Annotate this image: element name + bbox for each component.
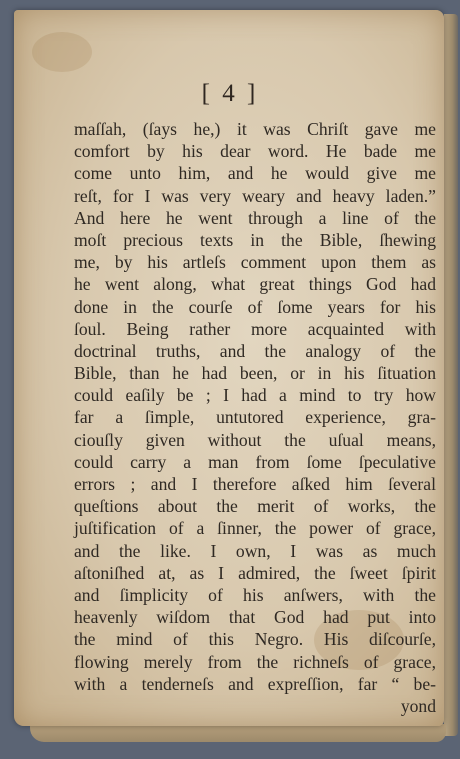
text-line: queſtions about the merit of works, the xyxy=(74,496,436,517)
text-line: doctrinal truths, and the analogy of the xyxy=(74,340,436,361)
text-line: maſſah, (ſays he,) it was Chriſt gave me xyxy=(74,119,436,139)
text-line: with a tenderneſs and expreſſion, far “ be- xyxy=(74,673,436,694)
page-number: [ 4 ] xyxy=(201,80,259,107)
text-line: far a ſimple, untutored experience, gra- xyxy=(74,407,436,428)
text-line: errors ; and I therefore aſked him ſeveral xyxy=(74,474,436,494)
text-line: me, by his artleſs comment upon them as xyxy=(74,252,436,273)
text-line: could eaſily be ; I had a mind to try how xyxy=(74,385,436,406)
page-edge xyxy=(444,14,458,736)
text-line: heavenly wiſdom that God had put into xyxy=(74,607,436,628)
text-line: ſoul. Being rather more acquainted with xyxy=(74,318,436,339)
text-line: And here he went through a line of the xyxy=(74,207,436,228)
text-line: the mind of this Negro. His diſcourſe, xyxy=(74,629,436,650)
text-line: Bible, than he had been, or in his ſituation xyxy=(74,363,436,384)
text-line: comfort by his dear word. He bade me xyxy=(74,141,436,162)
text-line: flowing merely from the richneſs of grace, xyxy=(74,651,436,672)
text-line: could carry a man from ſome ſpeculative xyxy=(74,451,436,472)
paper-stain xyxy=(32,32,92,72)
text-line: juſtification of a ſinner, the power of grace, xyxy=(74,518,436,539)
text-line: done in the courſe of ſome years for his xyxy=(74,296,436,317)
text-line: aſtoniſhed at, as I admired, the ſweet ſpirit xyxy=(74,562,436,583)
page-bottom-edge xyxy=(30,724,446,742)
text-line: he went along, what great things God had xyxy=(74,274,436,295)
text-line: reſt, for I was very weary and heavy laden.” xyxy=(74,185,436,206)
text-line: moſt precious texts in the Bible, ſhewing xyxy=(74,229,436,250)
text-line: and the like. I own, I was as much xyxy=(74,540,436,561)
text-line: yond xyxy=(400,695,436,716)
body-text xyxy=(74,118,436,717)
text-line: ciouſly given without the uſual means, xyxy=(74,429,436,450)
text-line: and ſimplicity of his anſwers, with the xyxy=(74,584,436,605)
text-line: come unto him, and he would give me xyxy=(74,163,436,184)
